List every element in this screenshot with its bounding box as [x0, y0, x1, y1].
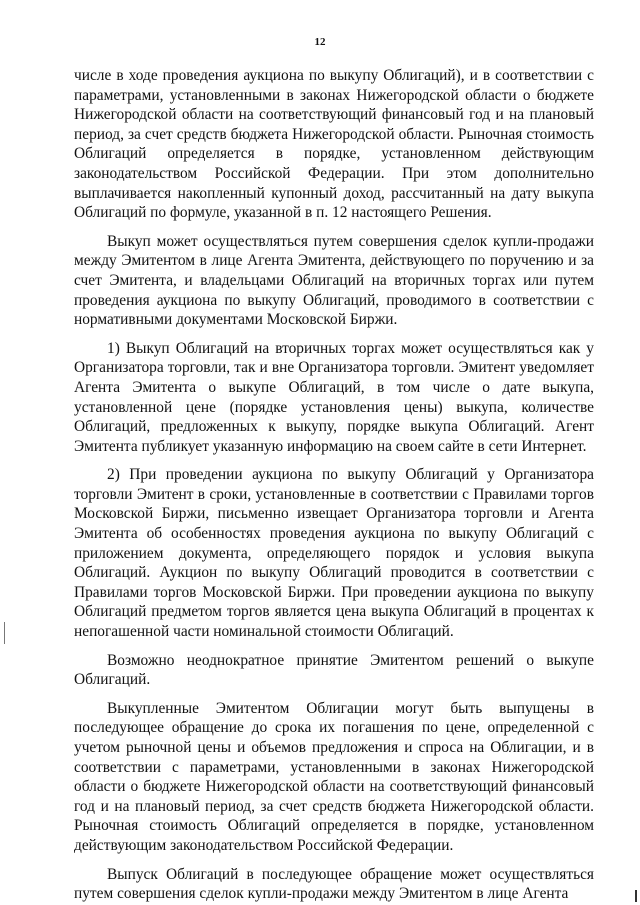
- scan-mark: [635, 890, 637, 902]
- paragraph-repeated-decisions: Возможно неоднократное принятие Эмитентом решений о выкупе Облигаций.: [74, 651, 594, 689]
- paragraph-auction: 2) При проведении аукциона по выкупу Облигаций у Организатора торговли Эмитент в сроки, установленные в соответствии с Правилами торгов Московской Биржи, письменно извещает Организатора торговли и Агента Эмитента об особенностях проведения аукциона по выкупу Облигаций с приложением документа, определяющего порядок и условия выкупа Облигаций. Аукцион по выкупу Облигаций проводится в соответствии с Правилами торгов Московской Биржи. При проведении аукциона по выкупу Облигаций предметом торгов является цена выкупа Облигаций в процентах к непогашенной части номинальной стоимости Облигаций.: [74, 466, 594, 641]
- scan-mark: [4, 622, 5, 644]
- document-body: [74, 66, 594, 904]
- paragraph-reissue: Выкупленные Эмитентом Облигации могут быть выпущены в последующее обращение до срока их погашения по цене, определенной с учетом рыночной цены и объемов предложения и спроса на Облигации, и в соответствии с параметрами, установленными в законах Нижегородской области о бюджете Нижегородской области на соответствующий финансовый год и на плановый период, за счет средств бюджета Нижегородской области. Рыночная стоимость Облигаций определяется в порядке, установленном действующим законодательством Российской Федерации.: [74, 699, 594, 854]
- page-number: 12: [314, 36, 326, 48]
- paragraph-continuation: числе в ходе проведения аукциона по выкупу Облигаций), и в соответствии с параметрами, установленными в законах Нижегородской области о бюджете Нижегородской области на соответствующий финансовый год и на плановый период, за счет средств бюджета Нижегородской области. Рыночная стоимость Облигаций определяется в порядке, установленном действующим законодательством Российской Федерации. При этом дополнительно выплачивается накопленный купонный доход, рассчитанный на дату выкупа Облигаций по формуле, указанной в п. 12 настоящего Решения.: [74, 67, 594, 222]
- paragraph-buyback-methods: Выкуп может осуществляться путем совершения сделок купли-продажи между Эмитентом в лице Агента Эмитента, действующего по поручению и за счет Эмитента, и владельцами Облигаций на вторичных торгах или путем проведения аукциона по выкупу Облигаций, проводимого в соответствии с нормативными документами Московской Биржи.: [74, 232, 594, 329]
- paragraph-reissue-method: Выпуск Облигаций в последующее обращение может осуществляться путем совершения сделок купли-продажи между Эмитентом в лице Агента: [74, 865, 594, 903]
- paragraph-secondary-trading: 1) Выкуп Облигаций на вторичных торгах может осуществляться как у Организатора торговли, так и вне Организатора торговли. Эмитент уведомляет Агента Эмитента о выкупе Облигаций, в том числе о дате выкупа, установленной цене (порядке установления цены) выкупа, количестве Облигаций, предложенных к выкупу, порядке выкупа Облигаций. Агент Эмитента публикует указанную информацию на своем сайте в сети Интернет.: [74, 339, 594, 455]
